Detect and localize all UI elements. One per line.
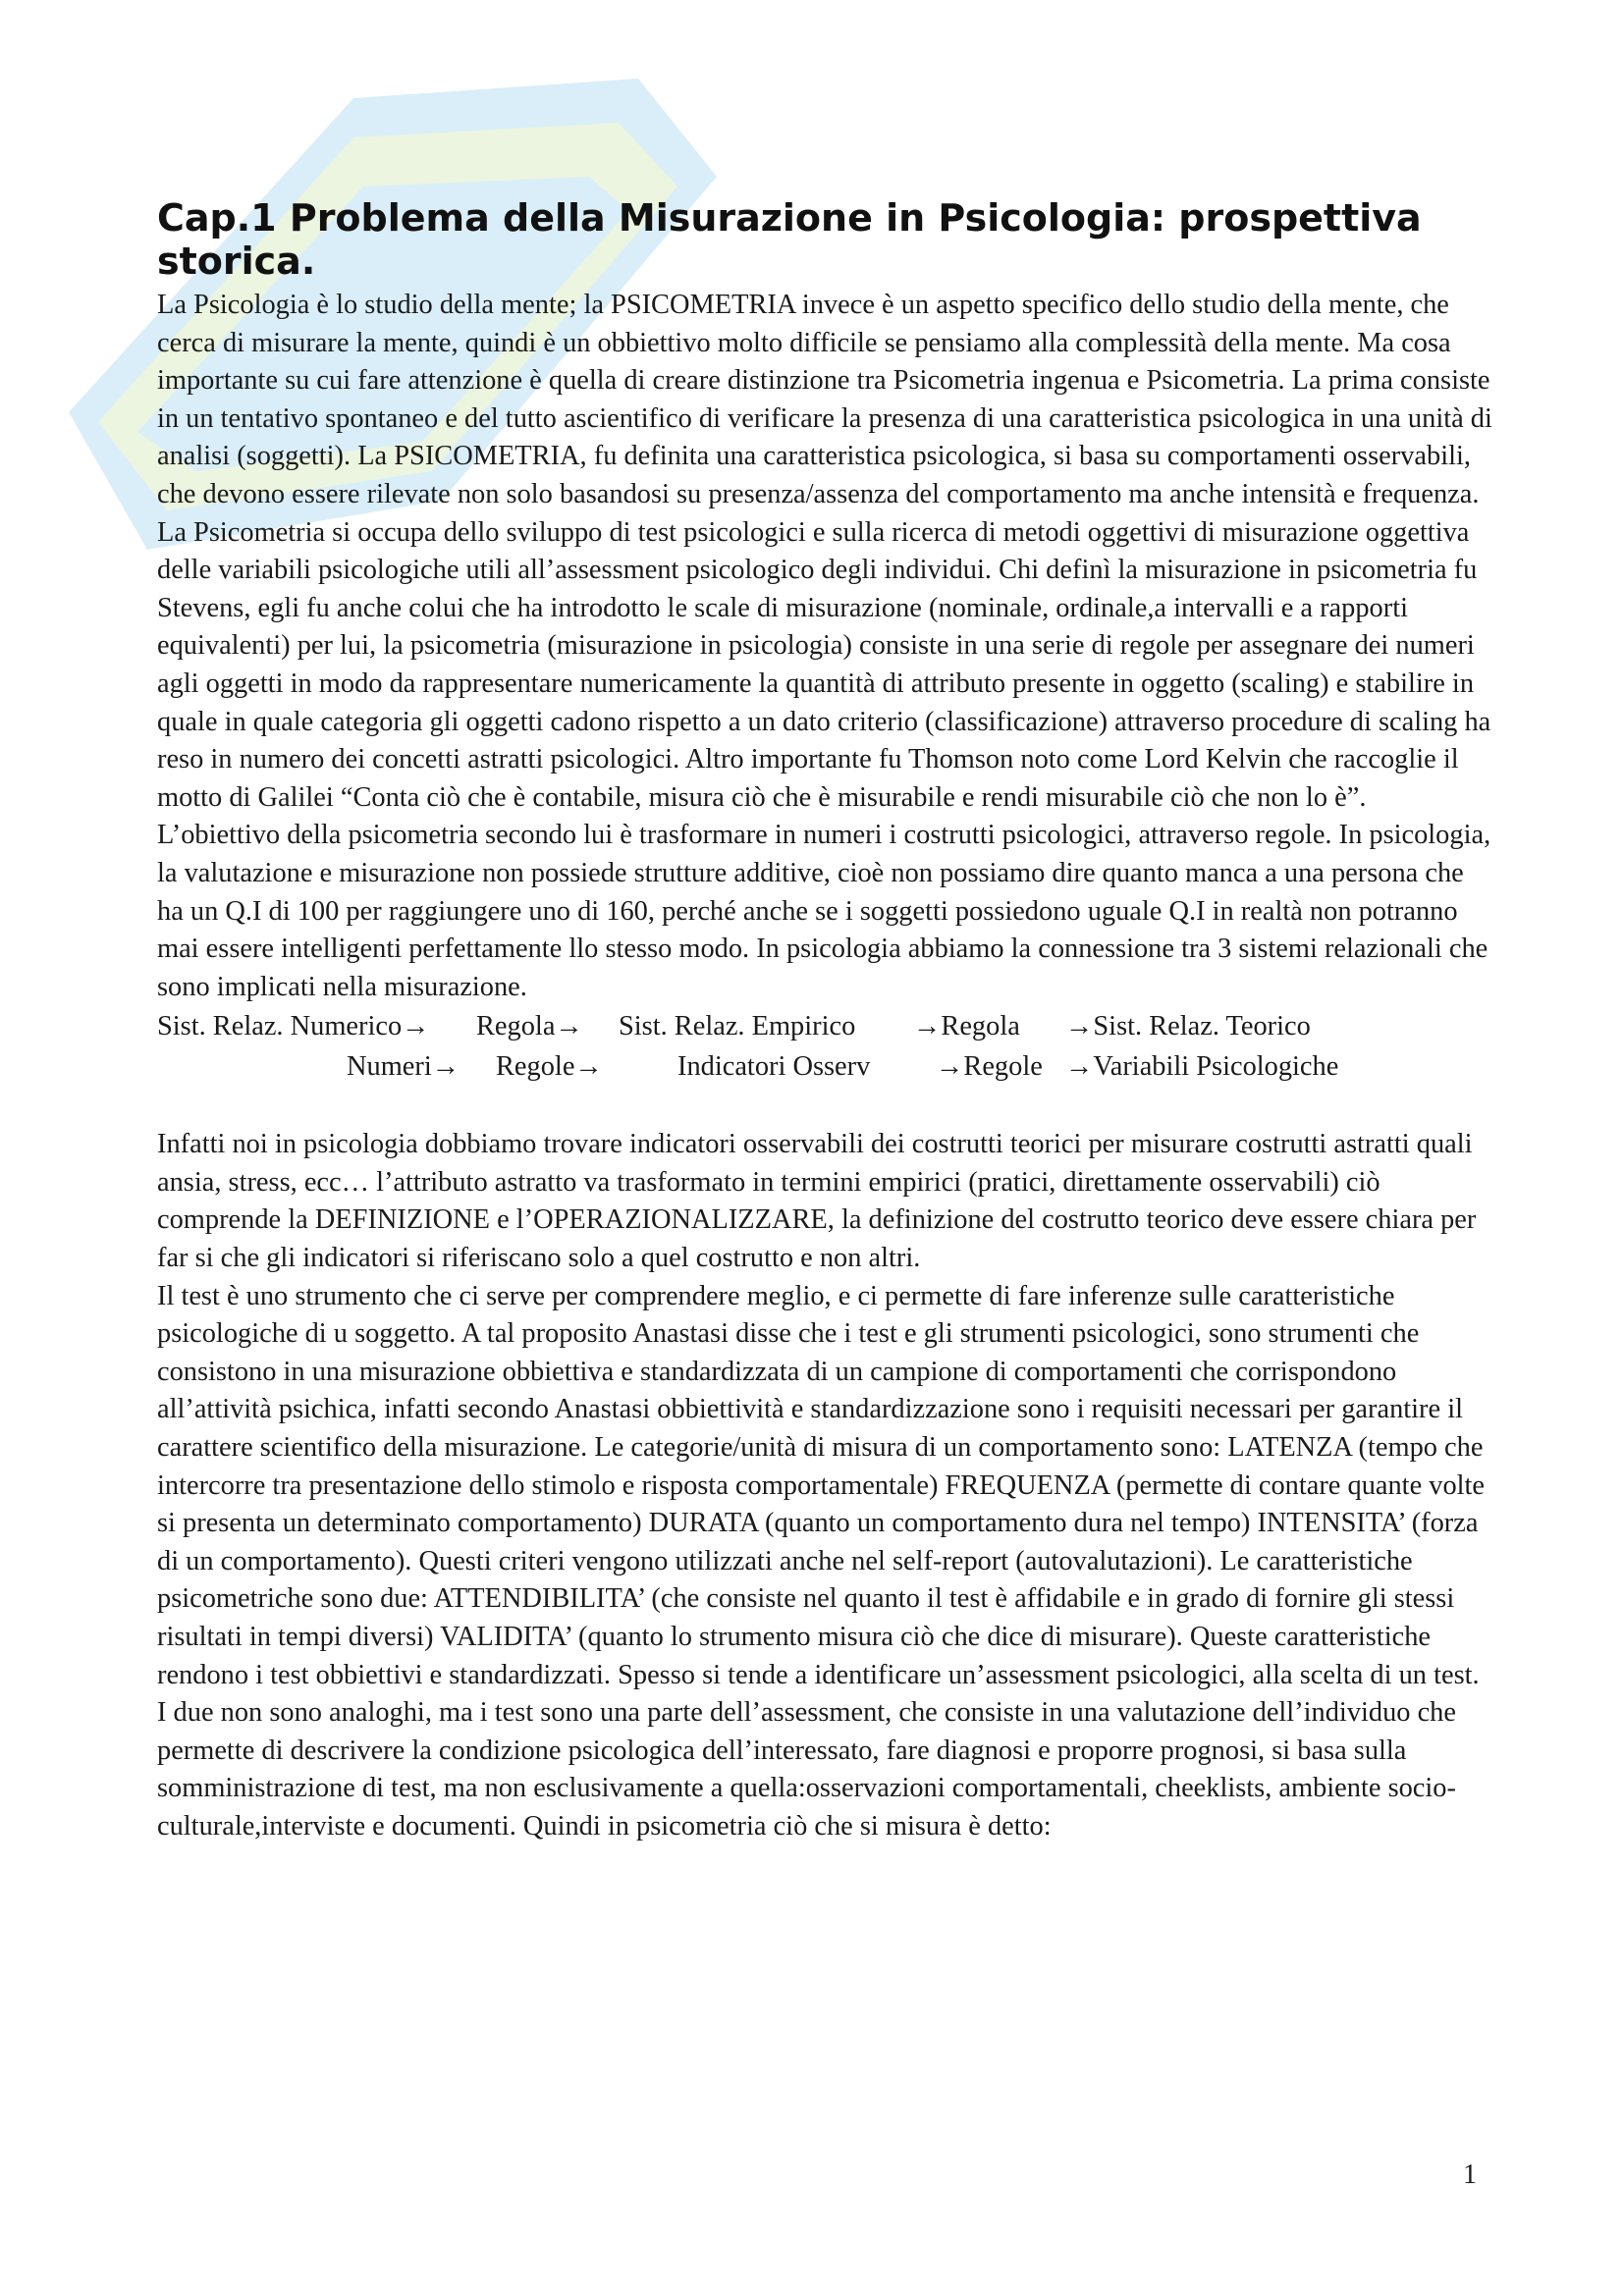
system-cell <box>347 1046 496 1087</box>
system-cell <box>157 1006 476 1046</box>
paragraph-intro: La Psicologia è lo studio della mente; la PSICOMETRIA invece è un aspetto specifico dello studio della mente, che cerca di misurare la mente, quindi è un obbiettivo molto difficile se pensiamo alla complessità della mente. Ma cosa importante su cui fare attenzione è quella di creare distinzione tra Psicometria ingenua e Psicometria. La prima consiste in un tentativo spontaneo e del tutto ascientifico di verificare la presenza di una caratteristica psicologica in una unità di analisi (soggetti). La PSICOMETRIA, fu definita una caratteristica psicologica, si basa su comportamenti osservabili, che devono essere rilevate non solo basandosi su presenza/assenza del comportamento ma anche intensità e frequenza. La Psicometria si occupa dello sviluppo di test psicologici e sulla ricerca di metodi oggettivi di misurazione oggettiva delle variabili psicologiche utili all’assessment psicologico degli individui. Chi definì la misurazione in psicometria fu Stevens, egli fu anche colui che ha introdotto le scale di misurazione (nominale, ordinale,a intervalli e a rapporti equivalenti) per lui, la psicometria (misurazione in psicologia) consiste in una serie di regole per assegnare dei numeri agli oggetti in modo da rappresentare numericamente la quantità di attributo presente in oggetto (scaling) e stabilire in quale in quale categoria gli oggetti cadono rispetto a un dato criterio (classificazione) attraverso procedure di scaling ha reso in numero dei concetti astratti psicologici. Altro importante fu Thomson noto come Lord Kelvin che raccoglie il motto di Galilei “Conta ciò che è contabile, misura ciò che è misurabile e rendi misurabile ciò che non lo è”. L’obiettivo della psicometria secondo lui è trasformare in numeri i costrutti psicologici, attraverso regole. In psicologia, la valutazione e misurazione non possiede strutture additive, cioè non possiamo dire quanto manca a una persona che ha un Q.I di 100 per raggiungere uno di 160, perché anche se i soggetti possiedono uguale Q.I in realtà non potranno mai essere intelligenti perfettamente llo stesso modo. In psicologia abbiamo la connessione tra 3 sistemi relazionali che sono implicati nella misurazione. <box>157 290 1492 1002</box>
arrow-right-icon: → <box>402 1011 430 1042</box>
arrow-right-icon: → <box>574 1051 603 1083</box>
spacer <box>157 1087 1492 1126</box>
page-title: Cap.1 Problema della Misurazione in Psicologia: prospettiva storica. <box>157 196 1422 283</box>
system-label: Sist. Relaz. Teorico <box>1093 1011 1311 1042</box>
arrow-right-icon: → <box>1065 1011 1094 1042</box>
page-number: 1 <box>1463 2160 1477 2190</box>
arrow-right-icon: → <box>431 1051 460 1083</box>
system-label: Regole <box>963 1051 1043 1083</box>
system-label: Indicatori Osserv <box>677 1051 871 1083</box>
system-label: Regole <box>496 1051 575 1083</box>
document-page <box>157 196 1492 1846</box>
system-cell <box>936 1046 1065 1087</box>
system-cell <box>619 1006 913 1046</box>
arrow-right-icon: → <box>1065 1051 1094 1083</box>
arrow-right-icon: → <box>555 1011 583 1042</box>
system-cell <box>913 1006 1065 1046</box>
systems-row-theoretical <box>157 1006 1492 1046</box>
system-cell <box>476 1006 619 1046</box>
paragraph-indicators: Infatti noi in psicologia dobbiamo trovare indicatori osservabili dei costrutti teorici per misurare costrutti astratti quali ansia, stress, ecc… l’attributo astratto va trasformato in termini empirici (pratici, direttamente osservabili) ciò comprende la DEFINIZIONE e l’OPERAZIONALIZZARE, la definizione del costrutto teorico deve essere chiara per far si che gli indicatori si riferiscano solo a quel costrutto e non altri. <box>157 1129 1477 1274</box>
system-label: Sist. Relaz. Numerico <box>157 1011 403 1042</box>
system-cell <box>1065 1046 1338 1087</box>
system-cell <box>677 1046 936 1087</box>
system-label: Regola <box>941 1011 1020 1042</box>
system-label: Numeri <box>347 1051 432 1083</box>
system-label: Regola <box>476 1011 556 1042</box>
systems-row-practical <box>157 1046 1492 1087</box>
system-label: Sist. Relaz. Empirico <box>619 1011 856 1042</box>
system-cell <box>1065 1006 1311 1046</box>
system-cell <box>496 1046 677 1087</box>
arrow-right-icon: → <box>913 1011 942 1042</box>
system-label: Variabili Psicologiche <box>1093 1051 1339 1083</box>
paragraph-test: Il test è uno strumento che ci serve per comprendere meglio, e ci permette di fare inferenze sulle caratteristiche psicologiche di u soggetto. A tal proposito Anastasi disse che i test e gli strumenti psicologici, sono strumenti che consistono in una misurazione obbiettiva e standardizzata di un campione di comportamenti che corrispondono all’attività psichica, infatti secondo Anastasi obbiettività e standardizzazione sono i requisiti necessari per garantire il carattere scientifico della misurazione. Le categorie/unità di misura di un comportamento sono: LATENZA (tempo che intercorre tra presentazione dello stimolo e risposta comportamentale) FREQUENZA (permette di contare quante volte si presenta un determinato comportamento) DURATA (quanto un comportamento dura nel tempo) INTENSITA’ (forza di un comportamento). Questi criteri vengono utilizzati anche nel self-report (autovalutazioni). Le caratteristiche psicometriche sono due: ATTENDIBILITA’ (che consiste nel quanto il test è affidabile e in grado di fornire gli stessi risultati in tempi diversi) VALIDITA’ (quanto lo strumento misura ciò che dice di misurare). Queste caratteristiche rendono i test obbiettivi e standardizzati. Spesso si tende a identificare un’assessment psicologici, alla scelta di un test. I due non sono analoghi, ma i test sono una parte dell’assessment, che consiste in una valutazione dell’individuo che permette di descrivere la condizione psicologica dell’interessato, fare diagnosi e proporre prognosi, si basa sulla somministrazione di test, ma non esclusivamente a quella:osservazioni comportamentali, cheeklists, ambiente socio-culturale,interviste e documenti. Quindi in psicometria ciò che si misura è detto: <box>157 1280 1486 1842</box>
arrow-right-icon: → <box>936 1051 964 1083</box>
